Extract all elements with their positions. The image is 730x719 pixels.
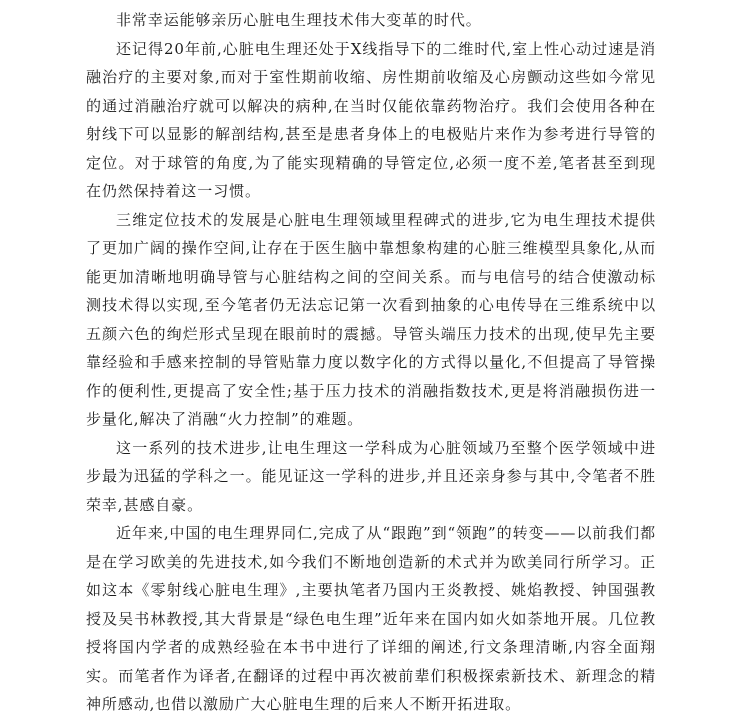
paragraph-history: 还记得20年前,心脏电生理还处于X线指导下的二维时代,室上性心动过速是消融治疗的主要对象,而对于室性期前收缩、房性期前收缩及心房颤动这些如今常见的通过消融治疗就可以解决的病种,在当时仅能依靠药物治疗。我们会使用各种在射线下可以显影的解剖结构,甚至是患者身体上的电极贴片来作为参考进行导管的定位。对于球管的角度,为了能实现精确的导管定位,必须一度不差,笔者甚至到现在仍然保持着这一习惯。 (86, 39, 656, 200)
document-body (86, 6, 656, 719)
paragraph-3d-mapping: 三维定位技术的发展是心脏电生理领域里程碑式的进步,它为电生理技术提供了更加广阔的操作空间,让存在于医生脑中靠想象构建的心脏三维模型具象化,从而能更加清晰地明确导管与心脏结构之间的空间关系。而与电信号的结合使激动标测技术得以实现,至今笔者仍无法忘记第一次看到抽象的心电传导在三维系统中以五颜六色的绚烂形式呈现在眼前时的震撼。导管头端压力技术的出现,使早先主要靠经验和手感来控制的导管贴靠力度以数字化的方式得以量化,不但提高了导管操作的便利性,更提高了安全性;基于压力技术的消融指数技术,更是将消融损伤进一步量化,解决了消融“火力控制”的难题。 (86, 210, 656, 428)
paragraph-recent-years: 近年来,中国的电生理界同仁,完成了从“跟跑”到“领跑”的转变——以前我们都是在学习欧美的先进技术,如今我们不断地创造新的术式并为欧美同行所学习。正如这本《零射线心脏电生理》,主要执笔者乃国内王炎教授、姚焰教授、钟国强教授及吴书林教授,其大背景是“绿色电生理”近年来在国内如火如荼地开展。几位教授将国内学者的成熟经验在本书中进行了详细的阐述,行文条理清晰,内容全面翔实。而笔者作为译者,在翻译的过程中再次被前辈们积极探索新技术、新理念的精神所感动,也借以激励广大心脏电生理的后来人不断开拓进取。 (86, 524, 656, 713)
paragraph-progress: 这一系列的技术进步,让电生理这一学科成为心脏领域乃至整个医学领域中进步最为迅猛的学科之一。能见证这一学科的进步,并且还亲身参与其中,令笔者不胜荣幸,甚感自豪。 (86, 438, 656, 514)
paragraph-opening: 非常幸运能够亲历心脏电生理技术伟大变革的时代。 (116, 11, 482, 29)
